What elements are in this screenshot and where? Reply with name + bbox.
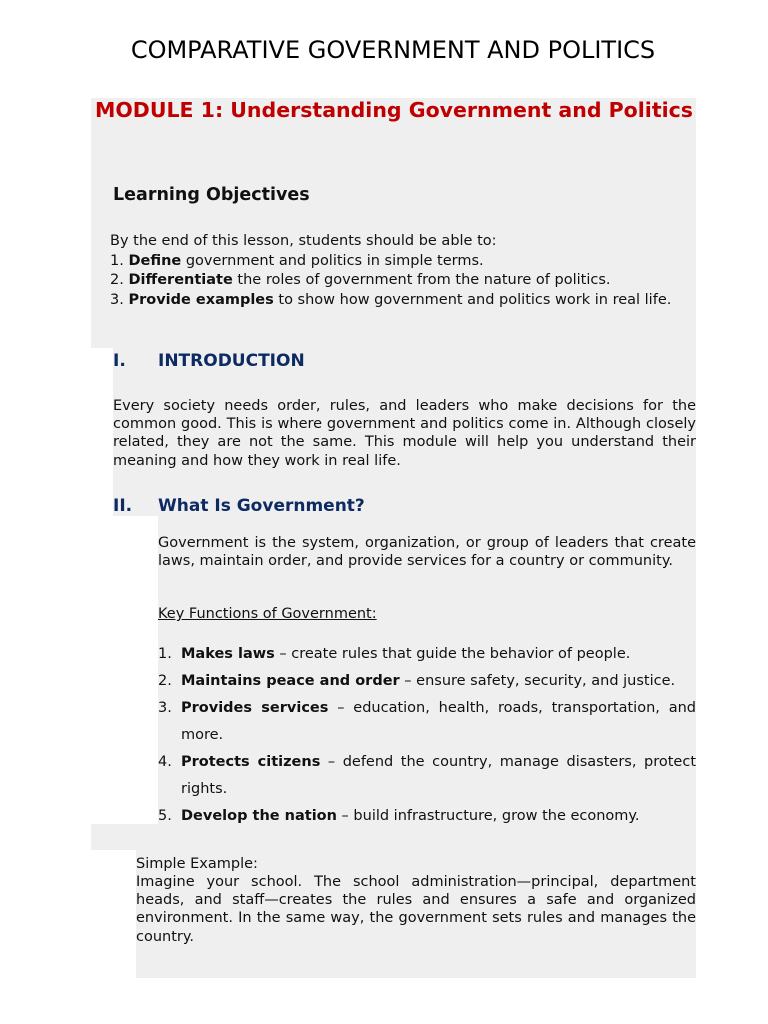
section-title: INTRODUCTION (158, 351, 305, 371)
government-heading (0, 496, 768, 520)
section-title: What Is Government? (158, 496, 365, 516)
function-item: 4. Protects citizens – defend the country, manage disasters, protect rights. (158, 754, 697, 797)
document-title: COMPARATIVE GOVERNMENT AND POLITICS (130, 36, 656, 64)
objective-item: 1. Define government and politics in simple terms. (110, 252, 484, 269)
function-item: 1. Makes laws – create rules that guide the behavior of people. (158, 646, 631, 662)
example-body: Imagine your school. The school administration—principal, department heads, and staff—creates the rules and ensures a safe and organized environment. In the same way, the government sets rules and manages the country. (136, 874, 696, 945)
module-title: MODULE 1: Understanding Government and Politics (94, 98, 693, 122)
section-number: II. (113, 496, 133, 516)
key-functions-label: Key Functions of Government: (158, 606, 377, 622)
introduction-body: Every society needs order, rules, and leaders who make decisions for the common good. This is where government and politics come in. Although closely related, they are not the same. This module will help you understand their meaning and how they work in real life. (113, 398, 696, 469)
learning-objectives-intro: By the end of this lesson, students should be able to: (110, 233, 497, 249)
example-label: Simple Example: (136, 856, 258, 872)
introduction-heading (0, 351, 768, 375)
learning-objectives-list (110, 232, 671, 310)
function-item: 5. Develop the nation – build infrastructure, grow the economy. (158, 808, 640, 824)
government-body: Government is the system, organization, or group of leaders that create laws, maintain order, and provide services for a country or community. (158, 535, 696, 570)
key-functions-list (158, 641, 696, 830)
objective-item: 3. Provide examples to show how government and politics work in real life. (110, 291, 672, 308)
function-item: 3. Provides services – education, health, roads, transportation, and more. (158, 700, 696, 743)
objective-item: 2. Differentiate the roles of government from the nature of politics. (110, 272, 611, 289)
learning-objectives-heading: Learning Objectives (113, 185, 310, 205)
shade-block-top (91, 98, 696, 348)
section-number: I. (113, 351, 126, 371)
function-item: 2. Maintains peace and order – ensure safety, security, and justice. (158, 673, 676, 689)
